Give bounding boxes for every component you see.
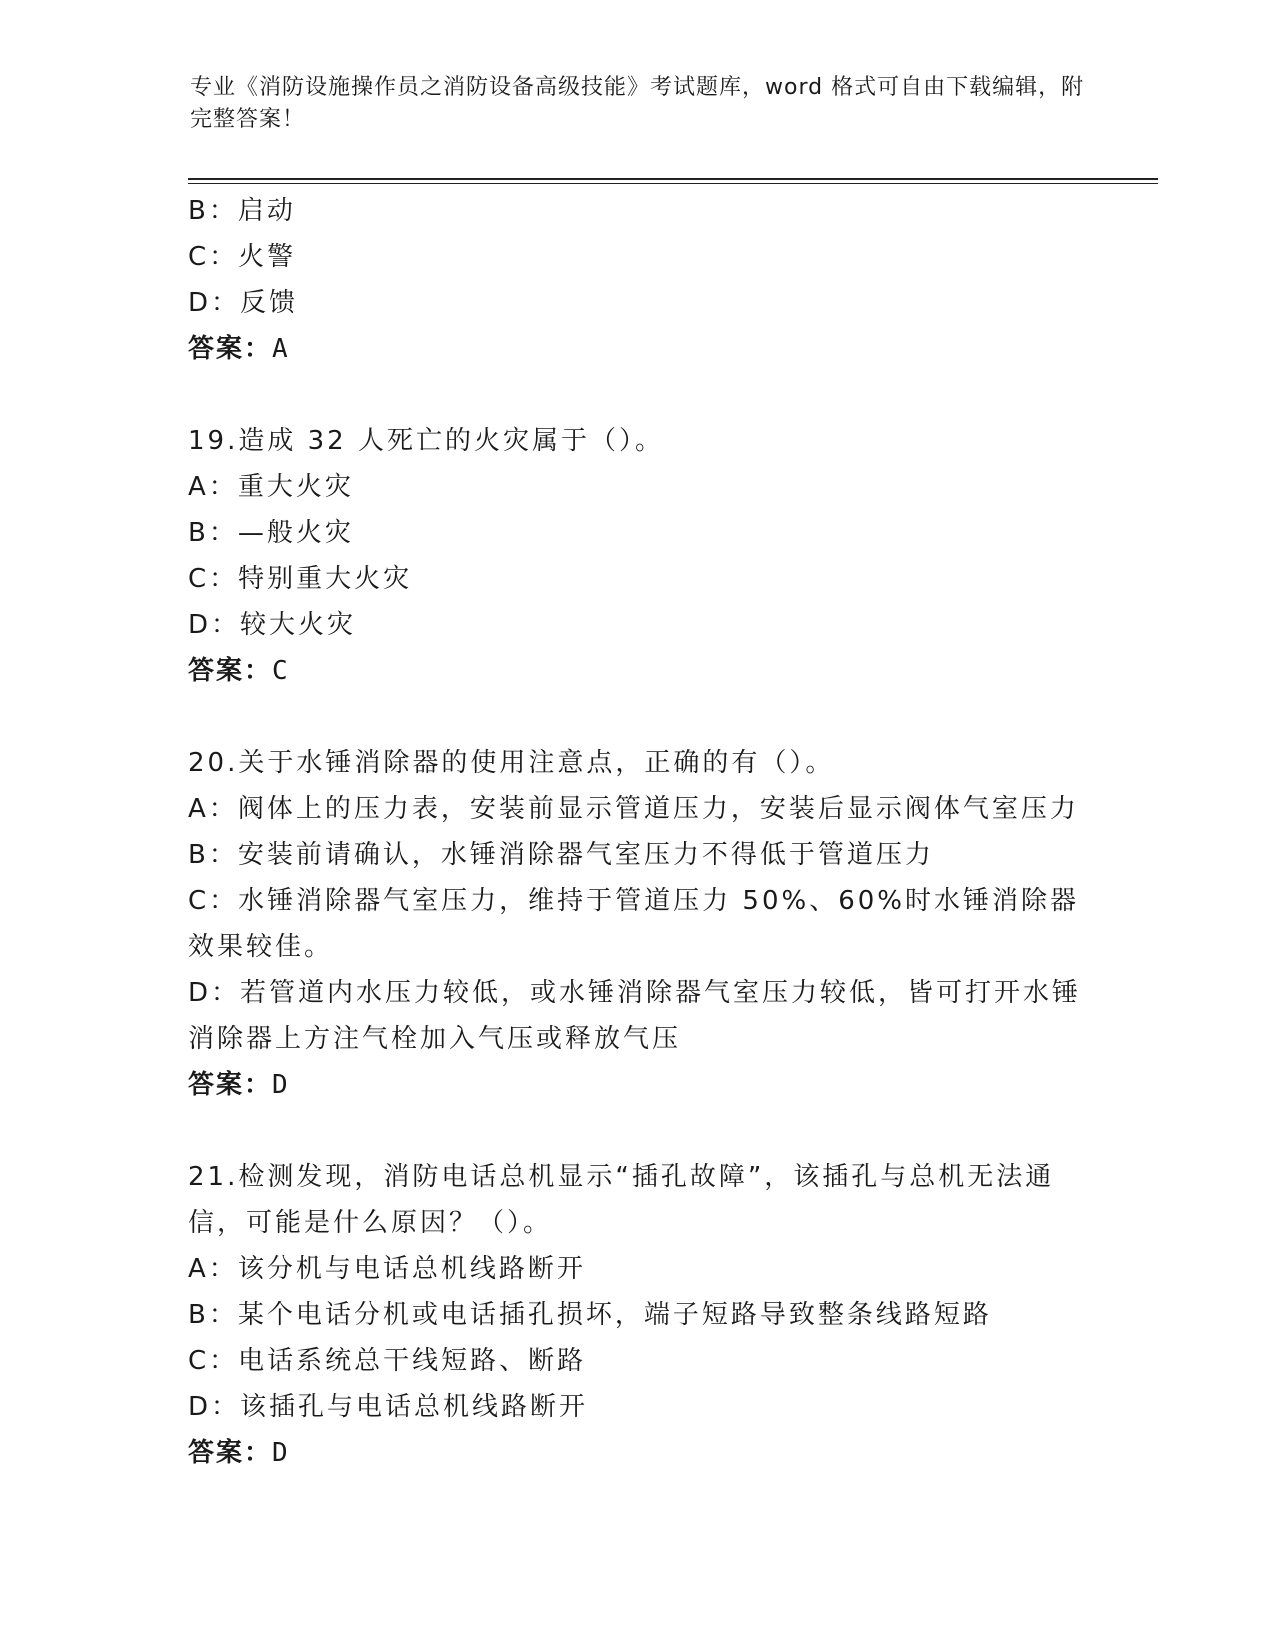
option-line: A：阀体上的压力表，安装前显示管道压力，安装后显示阀体气室压力 — [188, 794, 1079, 824]
page-header: 专业《消防设施操作员之消防设备高级技能》考试题库，word 格式可自由下载编辑，附完整答案！ — [190, 75, 1085, 132]
answer-line: 答案：C — [188, 656, 290, 686]
option-line: D：该插孔与电话总机线路断开 — [188, 1392, 589, 1422]
option-line: C：特别重大火灾 — [188, 564, 413, 594]
spacer — [188, 372, 1088, 418]
answer-line: 答案：A — [188, 334, 290, 364]
spacer — [188, 1108, 1088, 1154]
option-line: B：某个电话分机或电话插孔损坏，端子短路导致整条线路短路 — [188, 1300, 992, 1330]
option-line: B：安装前请确认，水锤消除器气室压力不得低于管道压力 — [188, 840, 934, 870]
option-line: B：—般火灾 — [188, 518, 354, 548]
option-line: B：启动 — [188, 196, 296, 226]
option-line: D：较大火灾 — [188, 610, 357, 640]
question-stem: 19.造成 32 人死亡的火灾属于（）。 — [188, 426, 664, 456]
question-stem: 20.关于水锤消除器的使用注意点，正确的有（）。 — [188, 748, 835, 778]
option-line: A：该分机与电话总机线路断开 — [188, 1254, 586, 1284]
option-line: D：若管道内水压力较低，或水锤消除器气室压力较低，皆可打开水锤消除器上方注气栓加入气压或释放气压 — [188, 978, 1082, 1054]
answer-line: 答案：D — [188, 1070, 290, 1100]
spacer — [188, 694, 1088, 740]
option-line: A：重大火灾 — [188, 472, 354, 502]
option-line: C：水锤消除器气室压力，维持于管道压力 50%、60%时水锤消除器效果较佳。 — [188, 886, 1080, 962]
header-divider-thin — [188, 183, 1158, 184]
question-stem: 21.检测发现，消防电话总机显示“插孔故障”，该插孔与总机无法通信，可能是什么原因？（）。 — [188, 1162, 1055, 1238]
option-line: C：火警 — [188, 242, 297, 272]
header-divider — [188, 178, 1158, 180]
answer-line: 答案：D — [188, 1438, 290, 1468]
question-content — [188, 188, 1088, 1476]
option-line: D：反馈 — [188, 288, 299, 318]
option-line: C：电话系统总干线短路、断路 — [188, 1346, 587, 1376]
